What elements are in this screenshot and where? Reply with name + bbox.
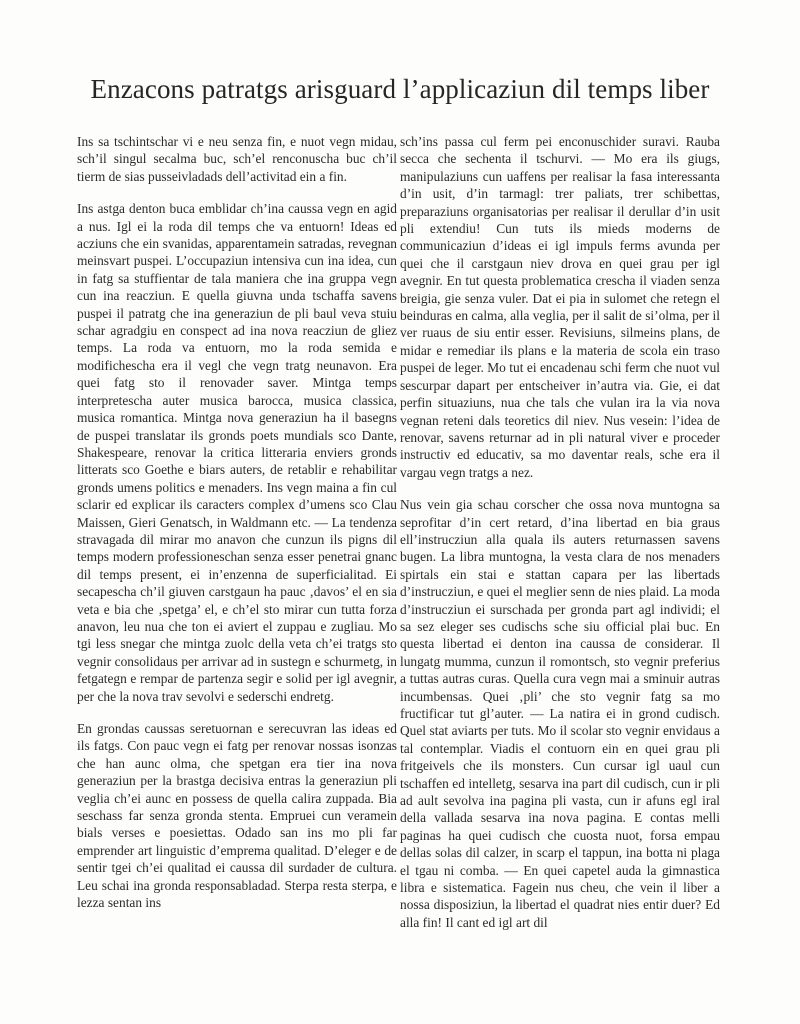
paragraph: En grondas caussas seretuornan e serecuvran las ideas ed ils fatgs. Con pauc vegn ei fatg per renovar nossas isonzas che han aunc olma, che spetgan era tier ina nova generaziun per la brastga decisiva entras la generaziun pli veglia ch’ei aunc en possess de quella calira zuppada. Bia seschass far senza gronda stenta. Empruei cun veramein bials verses e poesiettas. Odado san ins mo pli far emprender art linguistic d’emprema qualitad. D’eleger e de sentir tgei ch’ei qualitad ei caussa dil surdader de cultura. Leu schai ina gronda responsabladad. Sterpa resta sterpa, e lezza sentan ins [77,721,397,911]
paragraph: sch’ins passa cul ferm pei enconuschider suravi. Rauba secca che sechenta il tschurvi. — Mo era ils giugs, manipulaziuns cun uaffens per realisar la fasa interessanta d’in usit, d’in tarmagl: trer paliats, trer schibettas, preparaziuns organisatorias per realisar il derullar d’in usit pli extendiu! Cun tuts ils mieds moderns de communicaziun d’ideas ei igl impuls ferms avunda per quei che il carstgaun niev drova en quei grau per igl avegnir. En tut questa problematica crescha il viaden senza breigia, gie senza vuler. Dat ei pia in sulomet che retegn el beinduras en calma, alla veglia, per il salit de si’olma, per il ver ruaus de siu entir esser. Revisiuns, silmeins plans, de midar e remediar ils plans e la materia de scola ein traso puspei de leger. Mo tut ei encadenau schi ferm che nuot vul sescurpar dapart per entscheiver in’autra via. Gie, ei dat perfin situaziuns, nua che tals che vulan ira la via nova vegnan reteni dals teoretics dil niev. Nus vesein: l’idea de renovar, savens returnar ad in pli natural viver e proceder instructiv ed educativ, sa mo daventar reals, sche era il vargau vegn tratgs a nez. [400,134,720,480]
right-column [400,133,720,931]
paragraph: Ins sa tschintschar vi e neu senza fin, e nuot vegn midau, sch’il singul secalma buc, sch’el renconuscha buc ch’il tierm de sias pusseivladads dell’activitad ein a fin. [77,134,397,184]
left-column [77,133,397,911]
paragraph: Nus vein gia schau corscher che ossa nova muntogna sa seprofitar d’in cert retard, d’ina libertad en bia graus ell’instrucziun alla quala ils auters returnassen savens bugen. La libra muntogna, la vesta clara de nos menaders spirtals ein stai e stattan capara per las libertads d’instrucziun, e quei el meglier senn de nies plaid. La moda d’instrucziun ei surschada per gronda part agl individi; el sa sez eleger ses cudischs sche siu official plai buc. En questa libertad ei denton ina caussa de considerar. Il lungatg mumma, cunzun il romontsch, sto vegnir preferius a tuttas autras curas. Quella cura vegn mai a sminuir autras incumbensas. Quei ‚pli’ che sto vegnir fatg sa mo fructificar tut gl’auter. — La natira ei in grond cudisch. Quel stat aviarts per tuts. Mo il scolar sto vegnir envidaus a tal contemplar. Viadis el contuorn ein en quei grau pli fritgeivels che ils monsters. Cun cursar igl uaul cun tschaffen ed intelletg, sesarva ina part dil cudisch, cun ir pli ad ault sevolva ina pagina pli vasta, cun ir afuns egl iral della vallada sesarva ina nova pagina. E contas melli paginas ha quei cudisch che cuosta nuot, forsa empau dellas solas dil calzer, in scarp el tappun, ina botta ni plaga el tgau ni comba. — En quei capetel auda la gimnastica libra e sistematica. Fagein nus cheu, che vein il liber a nossa disposiziun, la libertad el quadrat nies entir duer? Ed alla fin! Il cant ed igl art dil [400,497,720,930]
article-title: Enzacons patratgs arisguard l’applicaziun dil temps liber [90,74,710,104]
paragraph: Ins astga denton buca emblidar ch’ina caussa vegn en agid a nus. Igl ei la roda dil temps che va entuorn! Ideas ed acziuns che ein svanidas, apparentamein satradas, revegnan meinsvart puspei. L’occupaziun intensiva cun ina idea, cun in fatg sa stuffientar de tala maniera che ina gruppa vegn cun ina reacziun. E quella giuvna unda tschaffa savens puspei il patratg che ina generaziun de pli baul veva stuiu schar agradgiu en conspect ad ina nova reacziun de gliez temps. La roda va entuorn, mo la roda semida e modifichescha era il vegl che vegn tratg neunavon. Era quei fatg sto il renovader saver. Mintga temps interpretescha auter musica barocca, musica classica, musica romantica. Mintga nova generaziun ha il basegns de puspei translatar ils gronds poets mundials sco Dante, Shakespeare, renovar la critica litteraria enviers gronds litterats sco Goethe e biars auters, de retablir e rehabilitar gronds umens politics e menaders. Ins vegn maina a fin cul sclarir ed explicar ils caracters complex d’umens sco Clau Maissen, Gieri Genatsch, in Waldmann etc. — La tendenza stravagada dil mirar mo anavon che cunzun ils pigns dil temps modern professioneschan senza esser penetrai gnanc dil temps present, ei in’enzenna de superficialitad. Ei secapescha ch’il giuven carstgaun ha pauc ‚davos’ el en sia veta e bia che ‚spetga’ el, e ch’el sto mirar cun tutta forza anavon, leu nua che ton ei aviert el zuppau e zugliau. Mo tgi less snegar che mintga zuolc della veta ch’ei tratgs sto vegnir consolidaus per arrivar ad in sustegn e schurmetg, in fetgategn e rempar de partenza segir e solid per igl avegnir, per che la nova trav sevolvi e sederschi endretg. [77,201,397,704]
